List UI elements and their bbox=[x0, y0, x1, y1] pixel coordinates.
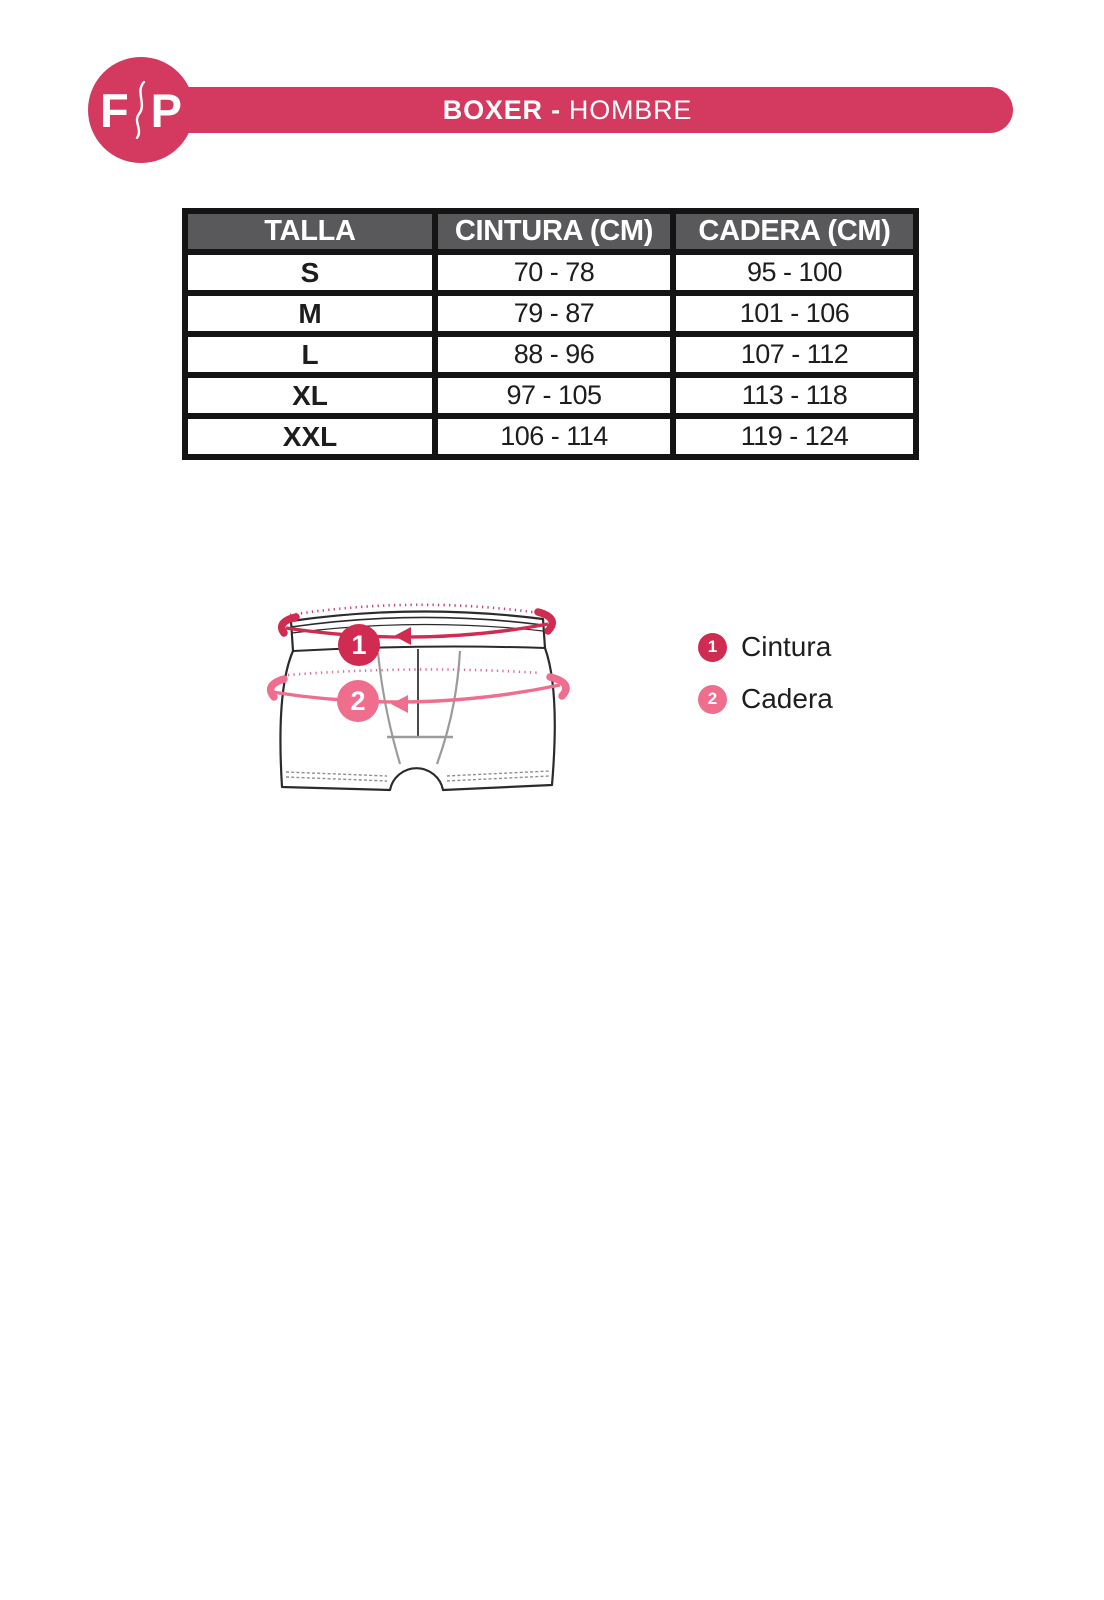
legend-label-cadera: Cadera bbox=[741, 683, 833, 714]
cintura-range: 106 - 114 bbox=[435, 416, 673, 457]
cintura-range: 70 - 78 bbox=[435, 252, 673, 293]
size-value: XL bbox=[185, 375, 435, 416]
cadera-range: 119 - 124 bbox=[673, 416, 916, 457]
cadera-range: 95 - 100 bbox=[673, 252, 916, 293]
marker-2-number: 2 bbox=[350, 686, 366, 716]
size-table bbox=[182, 208, 919, 460]
title-banner bbox=[150, 83, 1013, 137]
page-title bbox=[443, 95, 692, 126]
table-row-m bbox=[185, 293, 916, 334]
column-header-talla: TALLA bbox=[185, 211, 435, 252]
cadera-range: 101 - 106 bbox=[673, 293, 916, 334]
cadera-range: 107 - 112 bbox=[673, 334, 916, 375]
size-value: XXL bbox=[185, 416, 435, 457]
logo-letter-p: P bbox=[150, 83, 183, 137]
size-value: M bbox=[185, 293, 435, 334]
column-header-cadera: CADERA (CM) bbox=[673, 211, 916, 252]
table-row-xxl bbox=[185, 416, 916, 457]
logo-letter-f: F bbox=[99, 83, 129, 137]
size-value: S bbox=[185, 252, 435, 293]
table-row-s bbox=[185, 252, 916, 293]
brand-logo bbox=[88, 57, 194, 163]
page-title-product: BOXER - bbox=[442, 94, 561, 125]
measurement-legend bbox=[698, 632, 833, 714]
legend-marker-2-badge: 2 bbox=[698, 685, 727, 714]
cintura-range: 88 - 96 bbox=[435, 334, 673, 375]
legend-item-cintura bbox=[698, 632, 833, 662]
marker-1-number: 1 bbox=[351, 630, 367, 660]
cintura-range: 79 - 87 bbox=[435, 293, 673, 334]
legend-item-cadera bbox=[698, 684, 833, 714]
column-header-cintura: CINTURA (CM) bbox=[435, 211, 673, 252]
page-title-gender: HOMBRE bbox=[568, 94, 693, 125]
legend-label-cintura: Cintura bbox=[741, 631, 832, 662]
cadera-range: 113 - 118 bbox=[673, 375, 916, 416]
size-table-header-row bbox=[185, 211, 916, 252]
cintura-range: 97 - 105 bbox=[435, 375, 673, 416]
table-row-l bbox=[185, 334, 916, 375]
boxer-measurement-diagram bbox=[250, 575, 590, 810]
size-value: L bbox=[185, 334, 435, 375]
logo-squiggle-icon bbox=[132, 81, 148, 139]
legend-marker-1-badge: 1 bbox=[698, 633, 727, 662]
table-row-xl bbox=[185, 375, 916, 416]
